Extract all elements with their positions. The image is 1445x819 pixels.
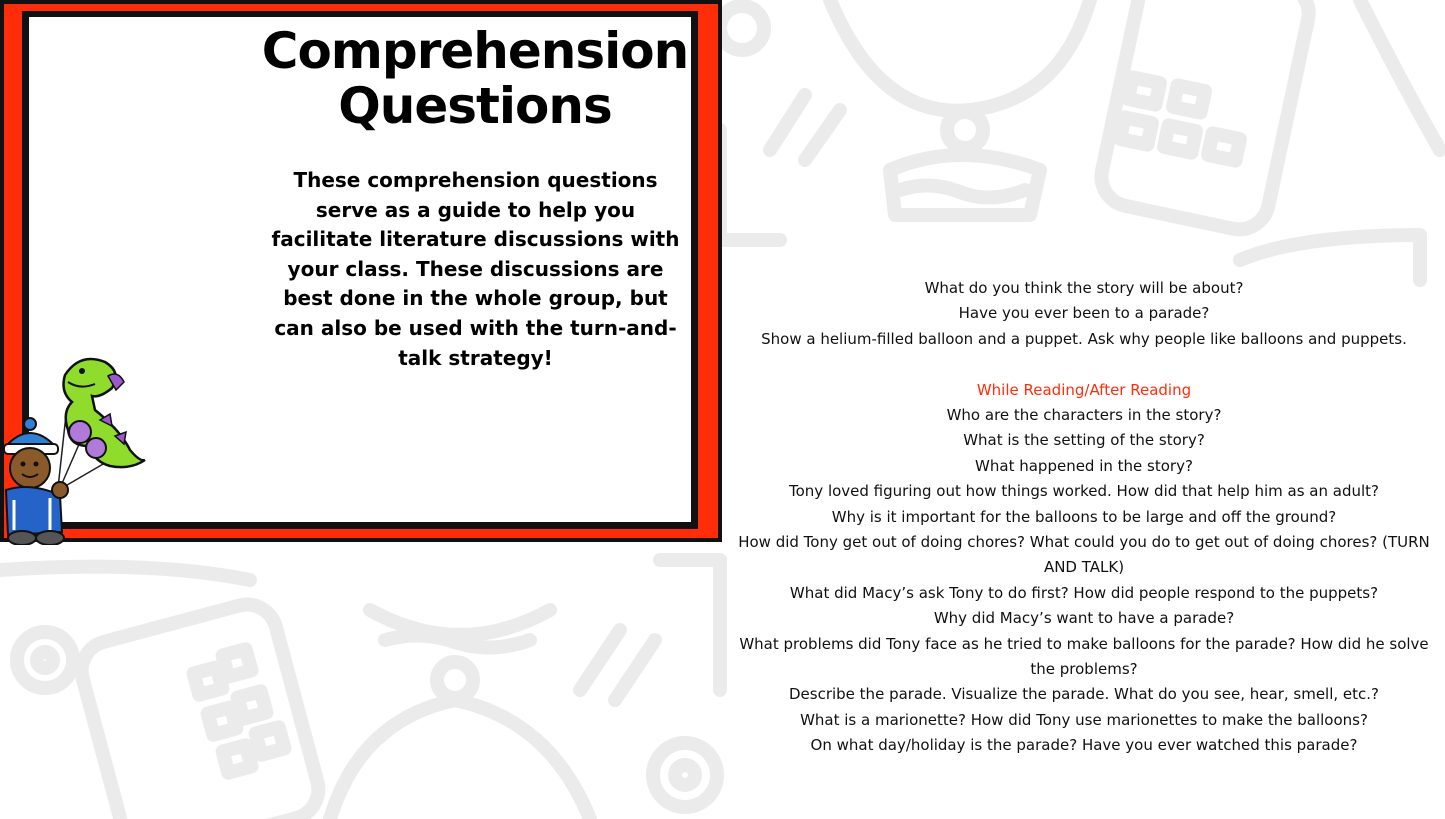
question-during-10: Describe the parade. Visualize the parade. What do you see, hear, smell, etc.? xyxy=(788,685,1380,704)
question-during-2: What is the setting of the story? xyxy=(963,431,1205,450)
info-card xyxy=(0,0,722,542)
question-during-7: What did Macy’s ask Tony to do first? How did people respond to the puppets? xyxy=(789,583,1379,602)
question-during-11: What is a marionette? How did Tony use marionettes to make the balloons? xyxy=(800,710,1368,729)
kid-with-dinosaur-balloon-clipart xyxy=(0,350,150,545)
kid-icon xyxy=(4,418,68,545)
question-during-4: Tony loved figuring out how things worked. How did that help him as an adult? xyxy=(789,482,1379,501)
question-before-2: Have you ever been to a parade? xyxy=(958,304,1210,323)
question-during-8: Why did Macy’s want to have a parade? xyxy=(933,609,1235,628)
question-during-6: How did Tony get out of doing chores? What could you do to get out of doing chores? (TURN AND TALK) xyxy=(738,533,1430,577)
title-line-1: Comprehension xyxy=(261,22,689,80)
question-before-3: Show a helium-filled balloon and a puppet. Ask why people like balloons and puppets. xyxy=(761,329,1407,348)
question-during-12: On what day/holiday is the parade? Have you ever watched this parade? xyxy=(810,736,1358,755)
question-during-9: What problems did Tony face as he tried to make balloons for the parade? How did he solve the problems? xyxy=(739,634,1429,679)
question-during-1: Who are the characters in the story? xyxy=(946,406,1222,425)
question-before-1: What do you think the story will be about? xyxy=(924,279,1244,297)
page-title xyxy=(255,24,695,134)
section-spacer xyxy=(729,352,1439,377)
question-during-3: What happened in the story? xyxy=(975,456,1193,475)
title-line-2: Questions xyxy=(338,77,612,135)
question-during-5: Why is it important for the balloons to be large and off the ground? xyxy=(831,507,1337,526)
section-heading: While Reading/After Reading xyxy=(976,380,1192,399)
intro-paragraph: These comprehension questions serve as a guide to help you facilitate literature discussions with your class. These discussions are best done in the whole group, but can also be used with the turn-and-talk strategy! xyxy=(271,168,680,370)
questions-list xyxy=(729,276,1439,759)
